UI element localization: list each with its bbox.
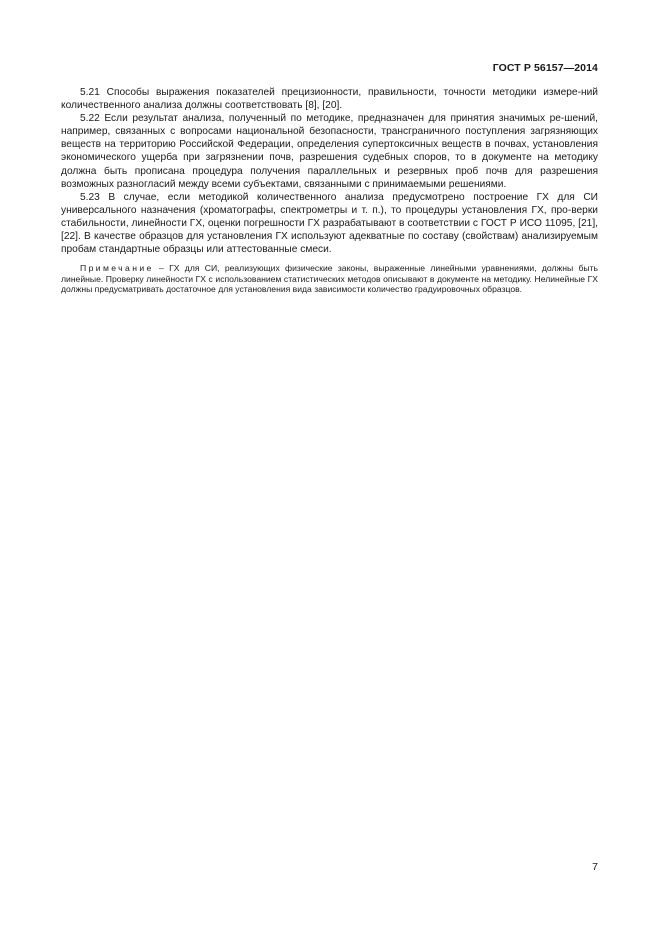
paragraph-5-22: 5.22 Если результат анализа, полученный по методике, предназначен для принятия значимых ре-шений, например, связанных с вопросами национальной безопасности, трансграничного поступления загрязняющих веществ на территорию Российской Федерации, определения супертоксичных веществ в почвах, установления экономического ущерба при загрязнении почв, разрешения судебных споров, то в документе на методику должна быть прописана процедура получения параллельных и резервных проб почв для разрешения возможных разногласий между всеми субъектами, связанными с принимаемыми решениями. [61,113,598,190]
paragraph-5-23: 5.23 В случае, если методикой количественного анализа предусмотрено построение ГХ для СИ универсального назначения (хроматографы, спектрометры и т. п.), то процедуры установления ГХ, про-верки стабильности, линейности ГХ, оценки погрешности ГХ разрабатывают в соответствии с ГОСТ Р ИСО 11095, [21], [22]. В качестве образцов для установления ГХ используют адекватные по составу (свойствам) анализируемым пробам стандартные образцы или аттестованные смеси. [61,191,598,256]
page-number: 7 [592,861,598,873]
note-text: – ГХ для СИ, реализующих физические законы, выраженные линейными уравнениями, должны быть линейные. Проверку линейности ГХ с использованием статистических методов описывают в документе на методику. Нелинейные ГХ должны предусматривать достаточное для установления вида зависимости количество градуировочных образцов. [61,263,598,295]
note-label: Примечание [80,263,154,274]
paragraph-5-21: 5.21 Способы выражения показателей прецизионности, правильности, точности методики измере-ний количественного анализа должны соответствовать [8], [20]. [61,87,598,112]
document-code-header: ГОСТ Р 56157—2014 [492,62,598,74]
document-body [61,86,598,295]
note-paragraph [61,263,598,295]
